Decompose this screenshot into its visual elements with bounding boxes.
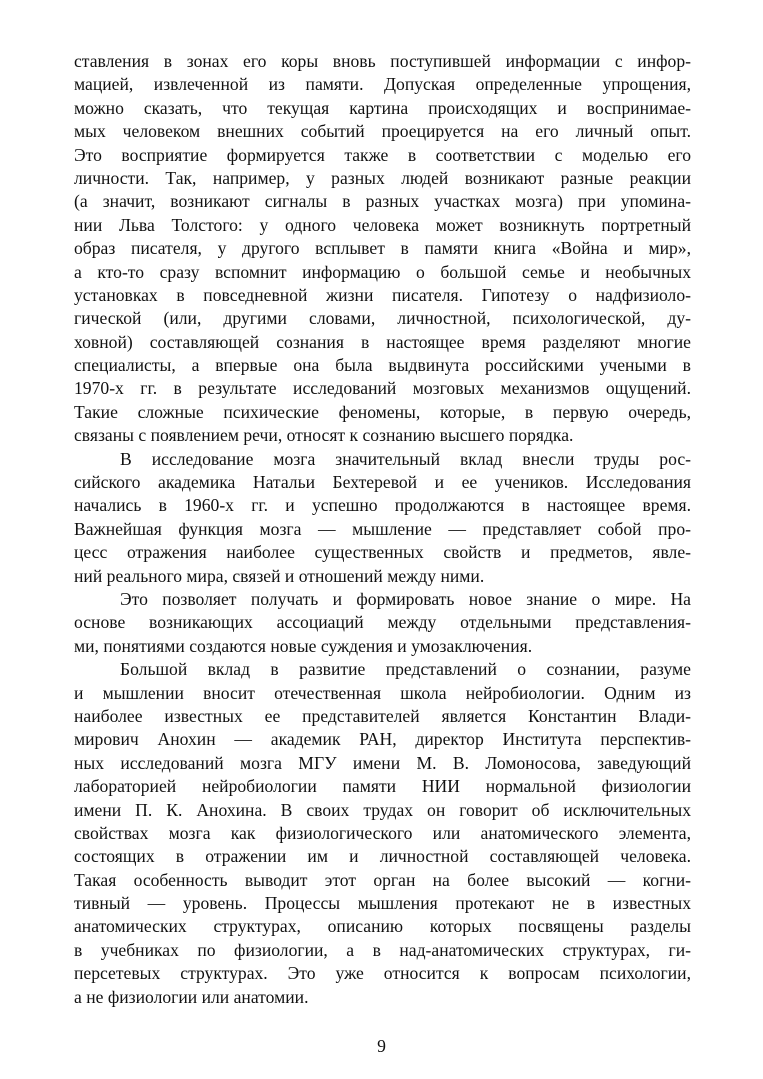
text-line: ми, понятиями создаются новые суждения и умозаключения. bbox=[74, 635, 533, 656]
body-text bbox=[74, 50, 691, 1009]
text-line: сийского академика Натальи Бехтеревой и ее учеников. Исследования bbox=[74, 472, 691, 493]
text-line: (а значит, возникают сигналы в разных участках мозга) при упомина- bbox=[74, 191, 691, 212]
page-number: 9 bbox=[377, 1036, 386, 1056]
text-line: состоящих в отражении им и личностной составляющей человека. bbox=[74, 846, 691, 867]
text-line: Это восприятие формируется также в соответствии с моделью его bbox=[74, 144, 691, 165]
text-line: основе возникающих ассоциаций между отдельными представления- bbox=[74, 612, 691, 633]
text-line: можно сказать, что текущая картина происходящих и воспринимае- bbox=[74, 97, 691, 118]
paragraph bbox=[74, 588, 691, 658]
text-line: Большой вклад в развитие представлений о сознании, разуме bbox=[120, 659, 691, 680]
text-line: мацией, извлеченной из памяти. Допуская определенные упрощения, bbox=[74, 74, 691, 95]
text-line: свойствах мозга как физиологического или анатомического элемента, bbox=[74, 822, 691, 843]
text-line: ставления в зонах его коры вновь поступившей информации с инфор- bbox=[74, 51, 691, 71]
text-line: мирович Анохин — академик РАН, директор Института перспектив- bbox=[74, 729, 691, 750]
text-line: ний реального мира, связей и отношений между ними. bbox=[74, 565, 485, 586]
text-line: цесс отражения наиболее существенных свойств и предметов, явле- bbox=[74, 542, 691, 563]
text-line: установках в повседневной жизни писателя. Гипотезу о надфизиоло- bbox=[74, 284, 691, 305]
text-line: специалисты, а впервые она была выдвинута российскими учеными в bbox=[74, 355, 691, 376]
text-line: нии Льва Толстого: у одного человека может возникнуть портретный bbox=[74, 214, 691, 235]
text-line: связаны с появлением речи, относят к сознанию высшего порядка. bbox=[74, 425, 574, 446]
paragraph bbox=[74, 448, 691, 588]
text-line: ховной) составляющей сознания в настоящее время разделяют многие bbox=[74, 331, 691, 352]
text-line: а не физиологии или анатомии. bbox=[74, 986, 309, 1007]
text-line: лабораторией нейробиологии памяти НИИ нормальной физиологии bbox=[74, 776, 691, 797]
text-line: Такие сложные психические феномены, которые, в первую очередь, bbox=[74, 401, 691, 422]
text-line: персетевых структурах. Это уже относится к вопросам психологии, bbox=[74, 963, 691, 984]
text-line: мых человеком внешних событий проецируется на его личный опыт. bbox=[74, 121, 691, 142]
text-line: Такая особенность выводит этот орган на более высокий — когни- bbox=[74, 869, 691, 890]
text-line: личности. Так, например, у разных людей возникают разные реакции bbox=[74, 167, 691, 188]
text-line: наиболее известных ее представителей является Константин Влади- bbox=[74, 705, 691, 726]
text-line: Это позволяет получать и формировать новое знание о мире. На bbox=[120, 588, 691, 609]
text-line: анатомических структурах, описанию которых посвящены разделы bbox=[74, 916, 691, 937]
paragraph bbox=[74, 50, 691, 448]
text-line: начались в 1960-х гг. и успешно продолжаются в настоящее время. bbox=[74, 495, 691, 516]
text-line: Важнейшая функция мозга — мышление — представляет собой про- bbox=[74, 518, 691, 539]
text-line: образ писателя, у другого всплывет в памяти книга «Война и мир», bbox=[74, 238, 691, 259]
paragraph bbox=[74, 658, 691, 1009]
text-line: в учебниках по физиологии, а в над-анатомических структурах, ги- bbox=[74, 939, 691, 960]
text-line: а кто-то сразу вспомнит информацию о большой семье и необычных bbox=[74, 261, 691, 282]
text-line: имени П. К. Анохина. В своих трудах он говорит об исключительных bbox=[74, 799, 691, 820]
document-page bbox=[74, 50, 691, 1009]
text-line: 1970-х гг. в результате исследований мозговых механизмов ощущений. bbox=[74, 378, 691, 399]
text-line: В исследование мозга значительный вклад внесли труды рос- bbox=[120, 448, 691, 469]
text-line: и мышлении вносит отечественная школа нейробиологии. Одним из bbox=[74, 682, 691, 703]
text-line: тивный — уровень. Процессы мышления протекают не в известных bbox=[74, 893, 691, 914]
text-line: ных исследований мозга МГУ имени М. В. Ломоносова, заведующий bbox=[74, 752, 691, 773]
text-line: гической (или, другими словами, личностной, психологической, ду- bbox=[74, 308, 691, 329]
